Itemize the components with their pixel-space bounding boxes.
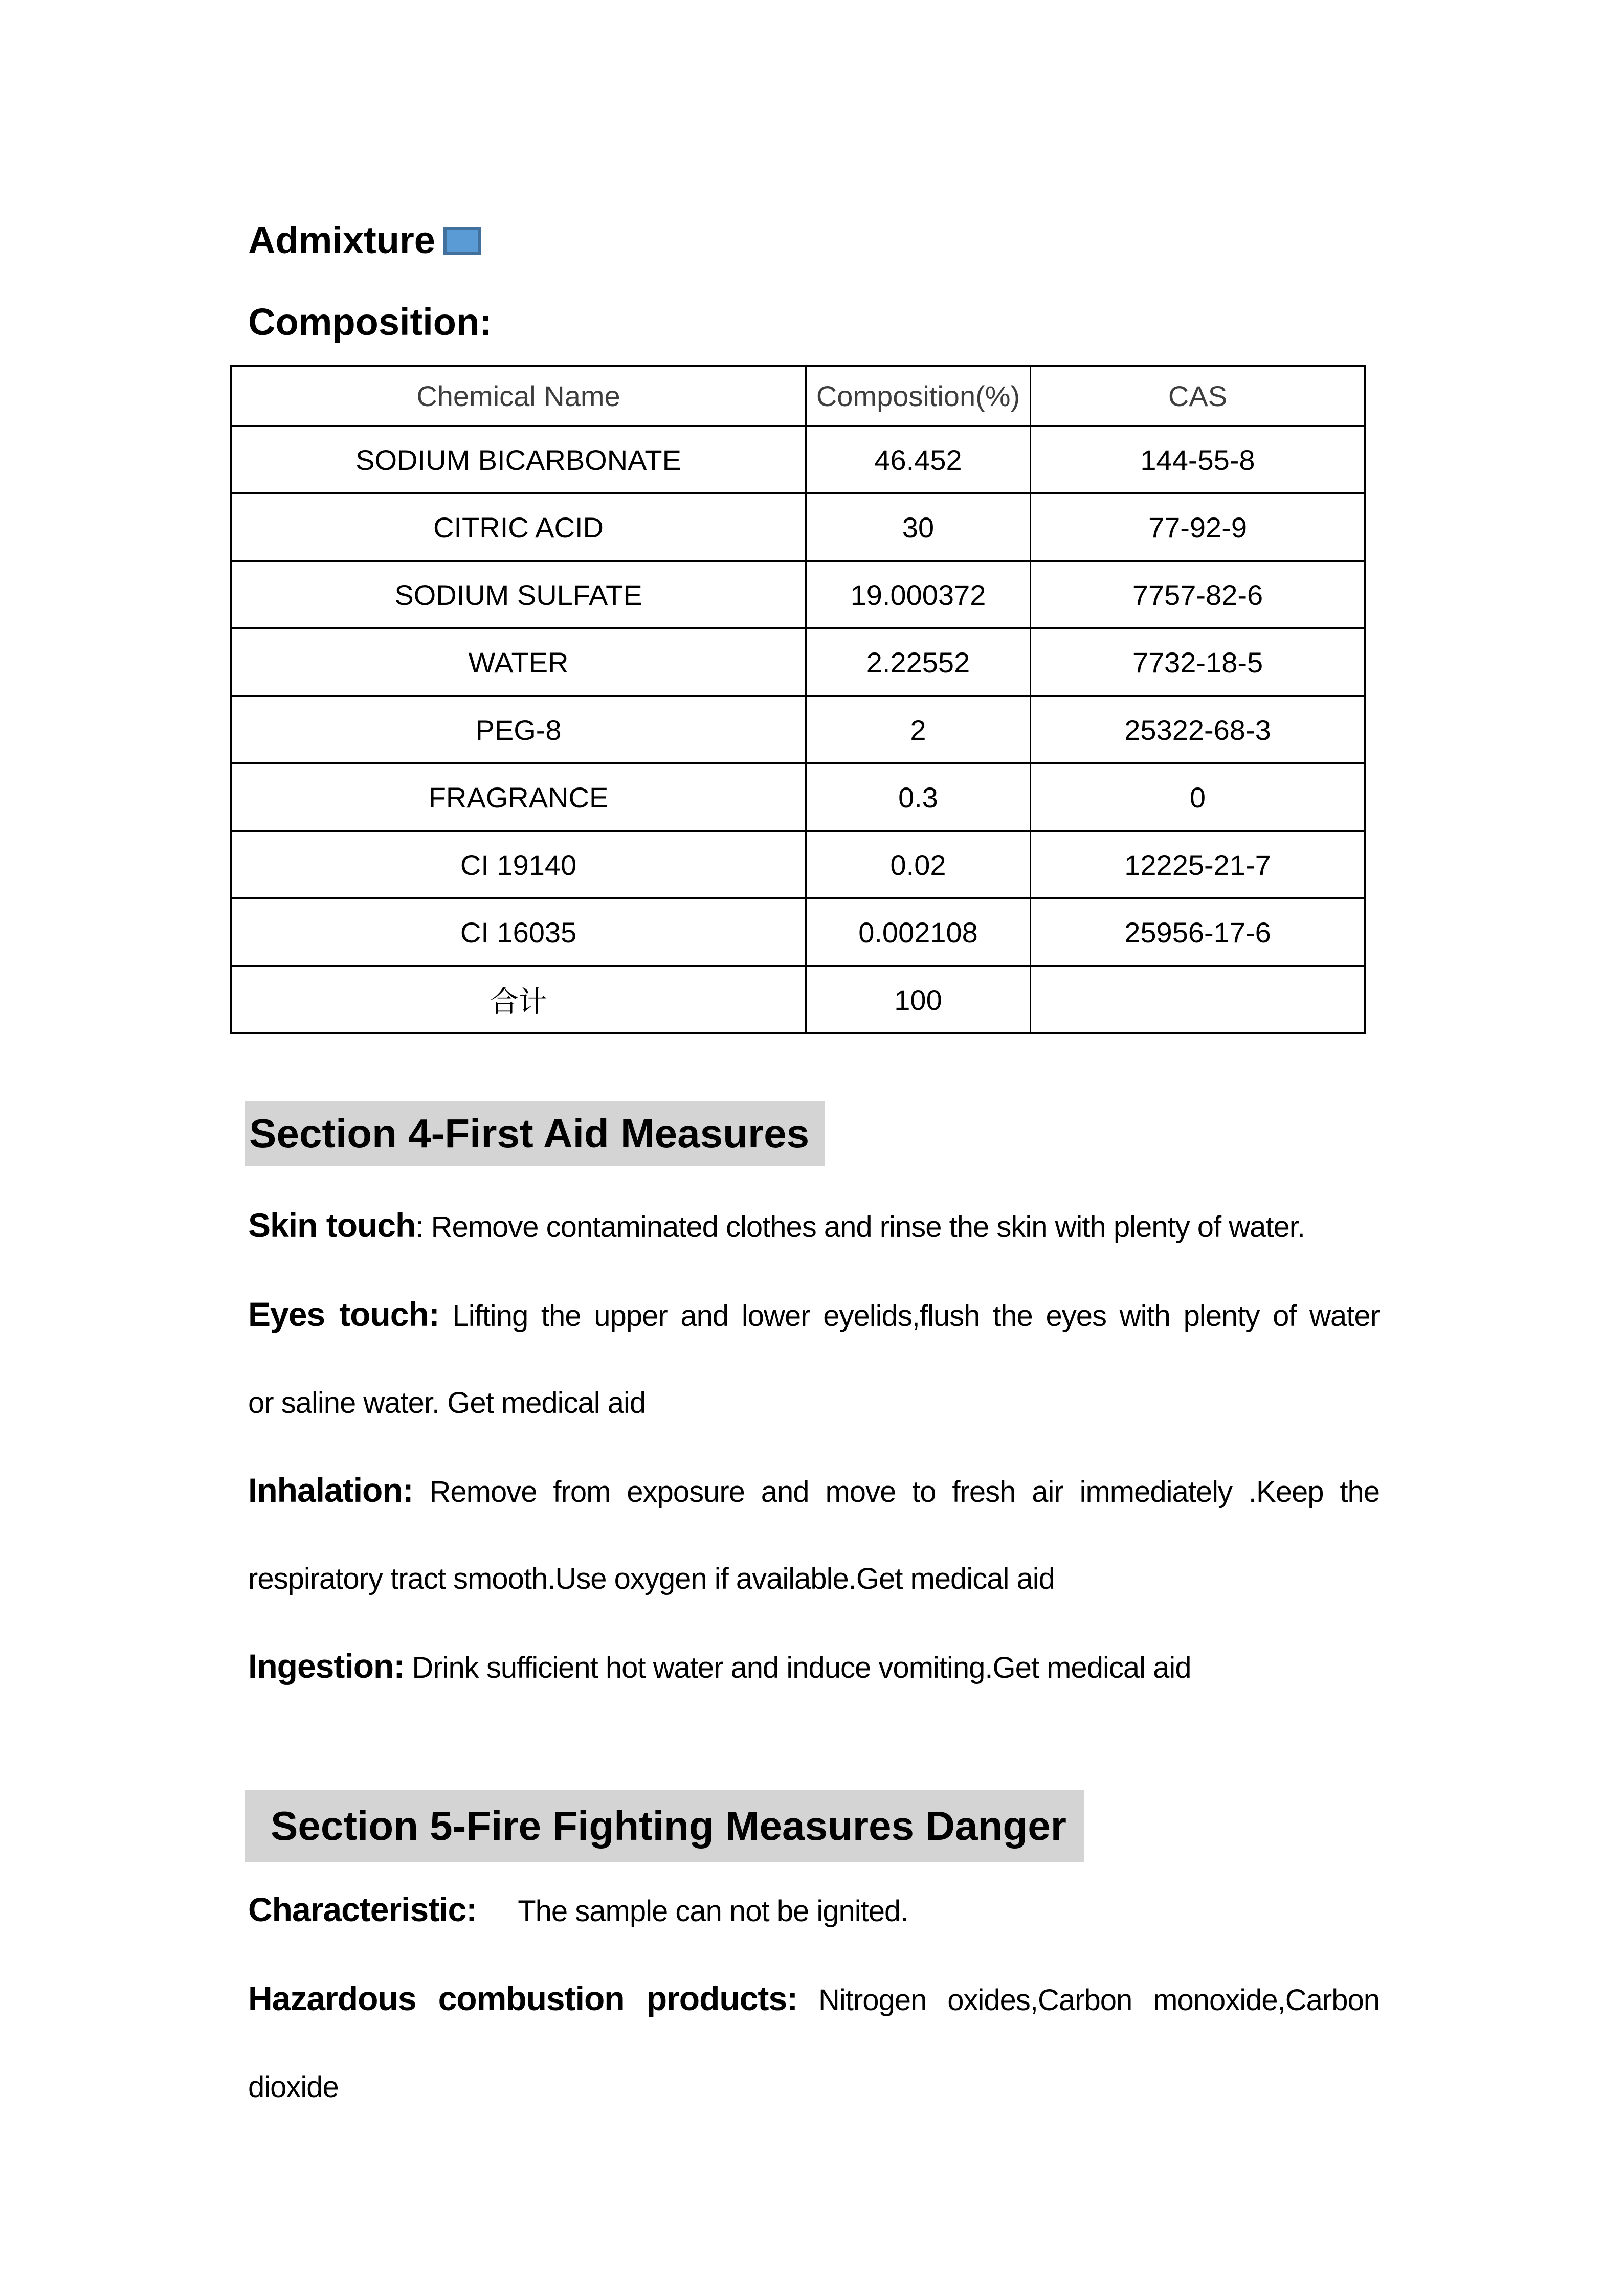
table-row	[231, 898, 1365, 966]
product-title-row	[248, 217, 1381, 263]
cell-composition: 0.002108	[806, 898, 1031, 966]
cell-composition: 0.3	[806, 763, 1031, 831]
eyes-touch-text-line1: Lifting the upper and lower eyelids,flush the eyes with plenty of water	[439, 1299, 1380, 1333]
eyes-touch-label: Eyes touch:	[248, 1295, 439, 1333]
inhalation-label: Inhalation:	[248, 1471, 413, 1509]
skin-touch-text: : Remove contaminated clothes and rinse the skin with plenty of water.	[415, 1210, 1305, 1244]
characteristic-text: The sample can not be ignited.	[518, 1895, 908, 1928]
cell-total-value: 100	[806, 966, 1031, 1033]
characteristic-paragraph	[248, 1866, 1380, 1955]
section5-body	[248, 1866, 1380, 2131]
header-cas: CAS	[1030, 366, 1365, 426]
hazardous-combustion-text-line1: Nitrogen oxides,Carbon monoxide,Carbon	[797, 1984, 1380, 2017]
eyes-touch-text-line2: or saline water. Get medical aid	[248, 1386, 646, 1420]
cell-chemical: SODIUM SULFATE	[231, 561, 806, 628]
composition-table	[230, 365, 1366, 1034]
cell-cas: 144-55-8	[1030, 426, 1365, 493]
table-header-row	[231, 366, 1365, 426]
skin-touch-paragraph	[248, 1182, 1380, 1271]
cell-chemical: CI 19140	[231, 831, 806, 898]
cell-cas: 77-92-9	[1030, 493, 1365, 561]
header-chemical-name: Chemical Name	[231, 366, 806, 426]
hazardous-combustion-label: Hazardous combustion products:	[248, 1979, 798, 2017]
section4-body	[248, 1182, 1380, 1712]
cell-chemical: SODIUM BICARBONATE	[231, 426, 806, 493]
cell-chemical: PEG-8	[231, 696, 806, 763]
inhalation-text-line2: respiratory tract smooth.Use oxygen if available.Get medical aid	[248, 1562, 1055, 1595]
blue-square-icon	[443, 227, 481, 255]
table-row	[231, 493, 1365, 561]
cell-total-cas	[1030, 966, 1365, 1033]
inhalation-paragraph	[248, 1447, 1380, 1623]
cell-chemical: WATER	[231, 628, 806, 696]
cell-chemical: CITRIC ACID	[231, 493, 806, 561]
section5-heading: Section 5-Fire Fighting Measures Danger	[245, 1790, 1084, 1862]
table-row	[231, 696, 1365, 763]
cell-composition: 2.22552	[806, 628, 1031, 696]
cell-cas: 25322-68-3	[1030, 696, 1365, 763]
table-row	[231, 763, 1365, 831]
cell-cas: 0	[1030, 763, 1365, 831]
cell-total-label: 合计	[231, 966, 806, 1033]
cell-chemical: FRAGRANCE	[231, 763, 806, 831]
characteristic-label: Characteristic:	[248, 1890, 477, 1928]
hazardous-combustion-paragraph	[248, 1955, 1380, 2131]
table-row-total	[231, 966, 1365, 1033]
cell-chemical: CI 16035	[231, 898, 806, 966]
section4-heading: Section 4-First Aid Measures	[245, 1101, 825, 1166]
table-row	[231, 831, 1365, 898]
table-row	[231, 628, 1365, 696]
ingestion-text: Drink sufficient hot water and induce vomiting.Get medical aid	[404, 1651, 1191, 1684]
header-composition-pct: Composition(%)	[806, 366, 1031, 426]
cell-composition: 30	[806, 493, 1031, 561]
cell-composition: 0.02	[806, 831, 1031, 898]
eyes-touch-paragraph	[248, 1271, 1380, 1447]
cell-cas: 7732-18-5	[1030, 628, 1365, 696]
composition-heading: Composition:	[248, 301, 492, 343]
table-row	[231, 426, 1365, 493]
ingestion-label: Ingestion:	[248, 1647, 405, 1685]
cell-composition: 46.452	[806, 426, 1031, 493]
table-row	[231, 561, 1365, 628]
inhalation-text-line1: Remove from exposure and move to fresh air immediately .Keep the	[413, 1475, 1380, 1509]
cell-composition: 19.000372	[806, 561, 1031, 628]
product-title: Admixture	[248, 219, 435, 261]
cell-cas: 25956-17-6	[1030, 898, 1365, 966]
cell-cas: 12225-21-7	[1030, 831, 1365, 898]
hazardous-combustion-text-line2: dioxide	[248, 2070, 339, 2104]
cell-composition: 2	[806, 696, 1031, 763]
skin-touch-label: Skin touch	[248, 1206, 416, 1244]
cell-cas: 7757-82-6	[1030, 561, 1365, 628]
ingestion-paragraph	[248, 1623, 1380, 1712]
